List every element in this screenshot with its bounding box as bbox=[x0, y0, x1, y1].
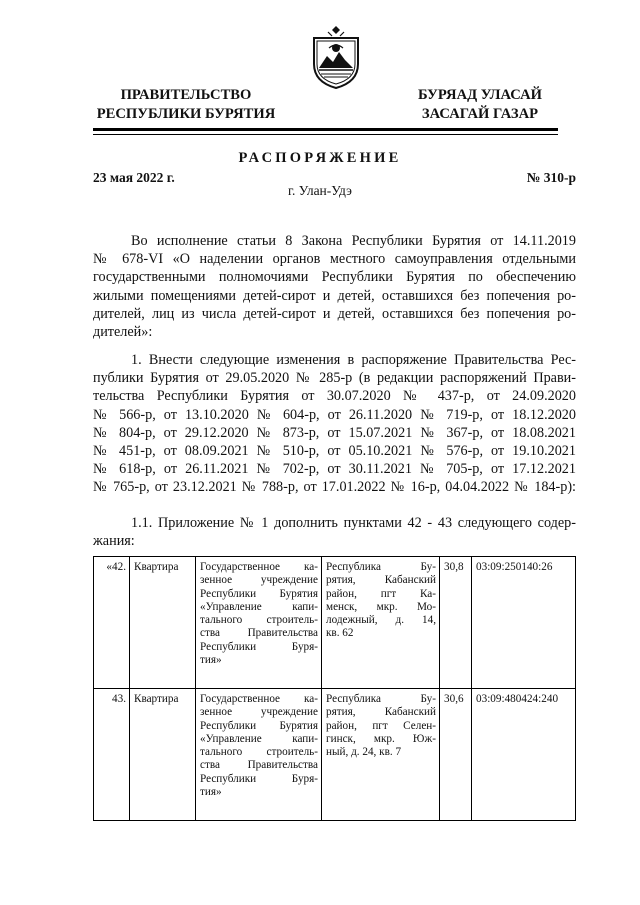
header-divider-thick bbox=[93, 128, 558, 131]
cell-line: ства Правительства bbox=[200, 627, 318, 640]
text-line: государственными полномочиями Республики Бурятия по обеспечению bbox=[93, 269, 576, 286]
object-area: 30,8 bbox=[440, 557, 472, 689]
cell-line: Республики Бурятия bbox=[200, 719, 318, 732]
apartments-table bbox=[93, 556, 576, 821]
government-name-ru bbox=[86, 86, 286, 124]
text-line: публики Бурятия от 29.05.2020 № 285-р (в редакции распоряжений Прави- bbox=[93, 370, 576, 387]
text-line: № 566-р, от 13.10.2020 № 604-р, от 26.11.2020 № 719-р, от 18.12.2020 bbox=[93, 406, 576, 423]
paragraph-item-1-1 bbox=[93, 514, 576, 550]
cell-line: Государственное ка- bbox=[200, 561, 318, 573]
header-divider-thin bbox=[93, 134, 558, 135]
coat-of-arms-icon bbox=[309, 22, 363, 90]
government-name-ru-line2: РЕСПУБЛИКИ БУРЯТИЯ bbox=[96, 106, 276, 122]
text-line: № 765-р, от 23.12.2021 № 788-р, от 17.01.2022 № 16-р, 04.04.2022 № 184-р): bbox=[93, 479, 576, 496]
cell-line: ный, д. 24, кв. 7 bbox=[326, 746, 402, 759]
text-line: 1. Внести следующие изменения в распоряжение Правительства Рес- bbox=[131, 352, 576, 368]
cell-line: район, пгт Селен- bbox=[326, 719, 436, 732]
text-line: дителей, лиц из числа детей-сирот и детей, оставшихся без попечения ро- bbox=[93, 305, 576, 322]
text-line: дителей»: bbox=[93, 324, 153, 341]
paragraph-item-1 bbox=[93, 351, 576, 497]
object-type: Квартира bbox=[130, 557, 196, 689]
table-row bbox=[94, 557, 576, 689]
document-date: 23 мая 2022 г. bbox=[93, 170, 175, 185]
cell-line: тального строитель- bbox=[200, 614, 318, 627]
cell-line: рятия, Кабанский bbox=[326, 574, 436, 587]
cell-line: менск, мкр. Мо- bbox=[326, 600, 436, 613]
cell-line: тального строитель- bbox=[200, 746, 318, 759]
text-line: № 804-р, от 29.12.2020 № 873-р, от 15.07.2021 № 367-р, от 18.08.2021 bbox=[93, 424, 576, 441]
government-name-ru-line1: ПРАВИТЕЛЬСТВО bbox=[120, 87, 252, 103]
document-title: РАСПОРЯЖЕНИЕ bbox=[238, 150, 402, 166]
owner-organization bbox=[196, 689, 322, 821]
text-line: 1.1. Приложение № 1 дополнить пунктами 42 - 43 следующего содер- bbox=[131, 515, 576, 531]
object-area: 30,6 bbox=[440, 689, 472, 821]
cell-line: рятия, Кабанский bbox=[326, 706, 436, 719]
cell-line: Государственное ка- bbox=[200, 693, 318, 705]
cell-line: Республика Бу- bbox=[326, 693, 436, 705]
text-line: жилыми помещениями детей-сирот и детей, оставшихся без попечения ро- bbox=[93, 287, 576, 304]
cell-line: зенное учреждение bbox=[200, 706, 318, 719]
cell-line: «Управление капи- bbox=[200, 732, 318, 745]
cell-line: лодежный, д. 14, bbox=[326, 614, 436, 627]
text-line: № 451-р, от 08.09.2021 № 510-р, от 05.10.2021 № 576-р, от 19.10.2021 bbox=[93, 443, 576, 460]
object-address bbox=[322, 689, 440, 821]
cell-line: Республики Бурятия bbox=[200, 587, 318, 600]
cell-line: тия» bbox=[200, 786, 222, 799]
government-name-bua bbox=[400, 86, 560, 124]
paragraph-preamble bbox=[93, 232, 576, 341]
cell-line: ства Правительства bbox=[200, 759, 318, 772]
owner-organization bbox=[196, 557, 322, 689]
document-number: № 310-р bbox=[526, 170, 576, 185]
table-row bbox=[94, 689, 576, 821]
cell-line: зенное учреждение bbox=[200, 574, 318, 587]
row-number: 43. bbox=[94, 689, 130, 821]
cadastral-number: 03:09:480424:240 bbox=[472, 689, 576, 821]
government-name-bua-line2: ЗАСАГАЙ ГАЗАР bbox=[421, 106, 539, 122]
government-name-bua-line1: БУРЯАД УЛАСАЙ bbox=[418, 87, 542, 103]
cell-line: Республики Буря- bbox=[200, 640, 318, 653]
text-line: тельства Республики Бурятия от 30.07.2020 № 437-р, от 24.09.2020 bbox=[93, 388, 576, 405]
cell-line: Республика Бу- bbox=[326, 561, 436, 573]
text-line: № 678-VI «О наделении органов местного самоуправления отдельными bbox=[93, 251, 576, 268]
cadastral-number: 03:09:250140:26 bbox=[472, 557, 576, 689]
text-line: Во исполнение статьи 8 Закона Республики Бурятия от 14.11.2019 bbox=[131, 233, 576, 249]
cell-line: Республики Буря- bbox=[200, 772, 318, 785]
document-city: г. Улан-Удэ bbox=[288, 183, 352, 198]
text-line: № 618-р, от 26.11.2021 № 702-р, от 30.11.2021 № 705-р, от 17.12.2021 bbox=[93, 461, 576, 478]
text-line: жания: bbox=[93, 533, 135, 550]
cell-line: кв. 62 bbox=[326, 627, 354, 640]
row-number: «42. bbox=[94, 557, 130, 689]
cell-line: гинск, мкр. Юж- bbox=[326, 732, 436, 745]
object-type: Квартира bbox=[130, 689, 196, 821]
cell-line: район, пгт Ка- bbox=[326, 587, 436, 600]
object-address bbox=[322, 557, 440, 689]
cell-line: «Управление капи- bbox=[200, 600, 318, 613]
cell-line: тия» bbox=[200, 654, 222, 667]
